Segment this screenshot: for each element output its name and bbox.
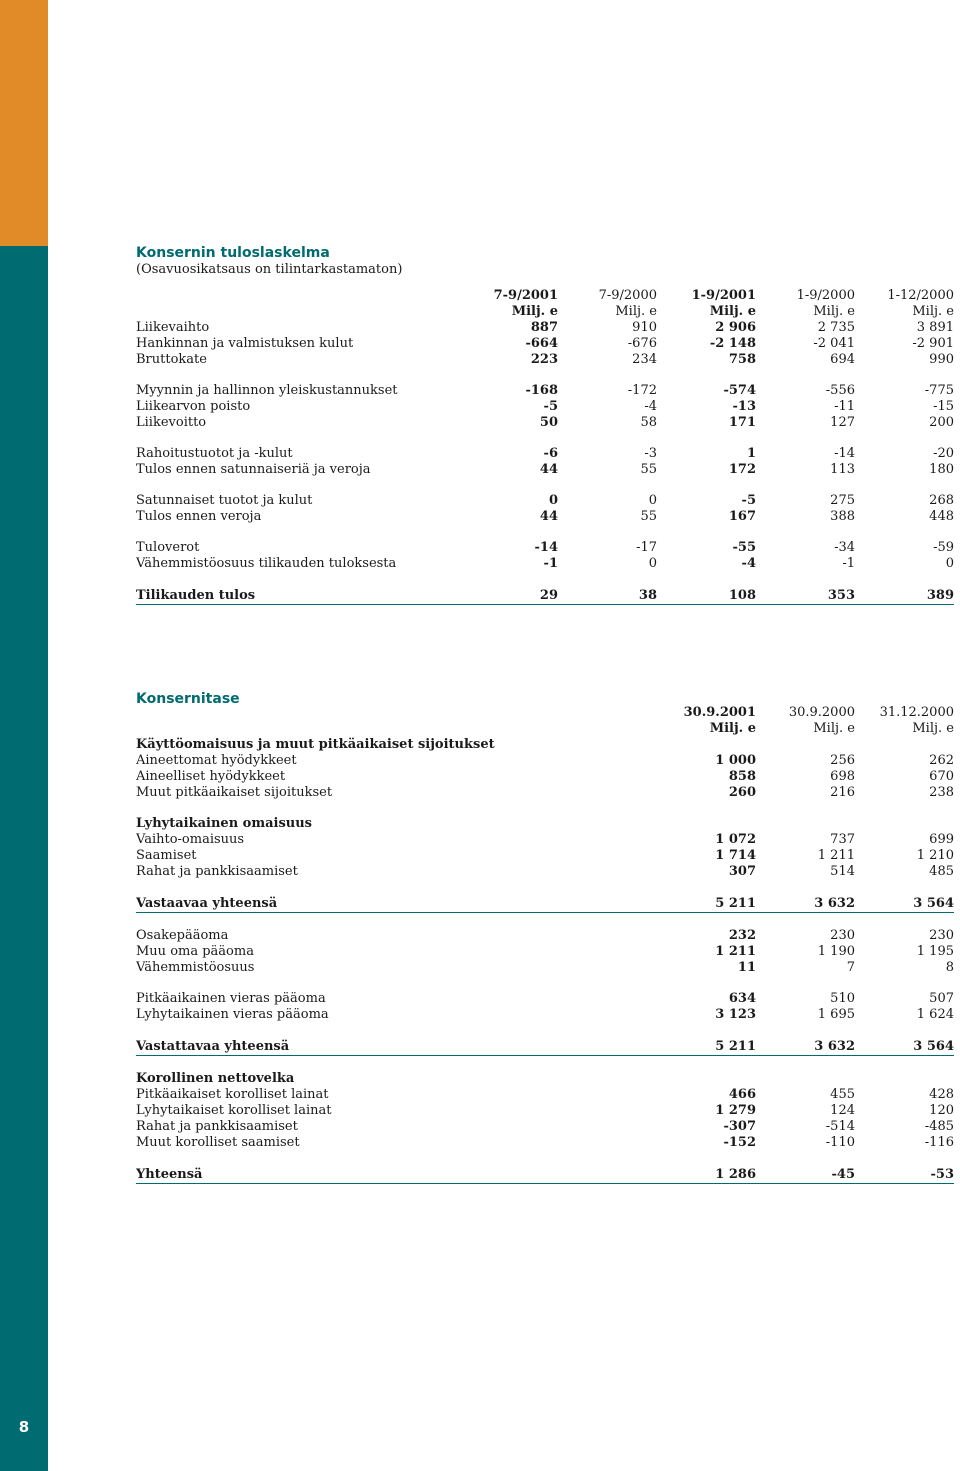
balance-row-value: 7	[846, 960, 855, 975]
income-row-label: Satunnaiset tuotot ja kulut	[136, 493, 313, 508]
balance-row-label: Vastattavaa yhteensä	[136, 1038, 656, 1056]
balance-row-value: 3 123	[715, 1007, 756, 1022]
income-row-value: -1	[543, 556, 558, 571]
income-row-value: -55	[732, 540, 756, 555]
balance-row-value	[756, 737, 855, 753]
balance-row-value: 466	[728, 1087, 756, 1102]
balance-row	[136, 944, 954, 960]
balance-row	[136, 960, 954, 976]
balance-header-periods	[136, 705, 954, 721]
balance-row-value: 216	[830, 785, 855, 800]
income-row	[136, 446, 954, 462]
balance-unit: Milj. e	[709, 721, 756, 736]
balance-row-value: 485	[929, 864, 954, 879]
income-unit: Milj. e	[813, 304, 855, 319]
income-row-value: -14	[834, 446, 855, 461]
income-row-value: 38	[558, 587, 657, 605]
income-row-value: -20	[933, 446, 954, 461]
balance-row-value: 1 190	[817, 944, 855, 959]
income-row	[136, 399, 954, 415]
balance-row-value: 428	[929, 1087, 954, 1102]
income-row-label: Tulos ennen veroja	[136, 509, 262, 524]
balance-row-value: 510	[830, 991, 855, 1006]
balance-row-value: 307	[728, 864, 756, 879]
income-row-label: Liikevaihto	[136, 320, 210, 335]
income-row-value: 180	[929, 462, 954, 477]
balance-period: 30.9.2001	[683, 705, 756, 720]
income-row-value: -13	[732, 399, 756, 414]
balance-row-value: 262	[929, 753, 954, 768]
income-row-value: 694	[830, 352, 855, 367]
balance-row-value: -110	[825, 1135, 855, 1150]
balance-row-value: 698	[830, 769, 855, 784]
income-row-value: -15	[933, 399, 954, 414]
income-row	[136, 320, 954, 336]
balance-row-label: Pitkäaikaiset korolliset lainat	[136, 1087, 329, 1102]
balance-row-value: -307	[723, 1119, 756, 1134]
income-row-value: -6	[543, 446, 558, 461]
balance-row-value: 256	[830, 753, 855, 768]
row-spacer	[136, 913, 954, 929]
balance-row-label: Lyhytaikainen vieras pääoma	[136, 1007, 329, 1022]
balance-row-label: Lyhytaikainen omaisuus	[136, 816, 313, 831]
income-row	[136, 509, 954, 525]
balance-sheet-title: Konsernitase	[136, 691, 240, 707]
balance-row-value: 507	[929, 991, 954, 1006]
balance-row	[136, 848, 954, 864]
income-unit: Milj. e	[912, 304, 954, 319]
income-row-value: 172	[728, 462, 756, 477]
balance-row-value: 1 714	[715, 848, 756, 863]
balance-row-label: Saamiset	[136, 848, 197, 863]
income-row-value: -2 901	[912, 336, 954, 351]
balance-row-value: 1 195	[916, 944, 954, 959]
income-row-value: 887	[530, 320, 558, 335]
balance-sheet-table	[136, 705, 954, 1184]
row-spacer	[136, 478, 954, 493]
income-row-value: 0	[548, 493, 558, 508]
income-period: 7-9/2000	[598, 288, 657, 303]
income-row-value: 1	[746, 446, 756, 461]
income-unit: Milj. e	[511, 304, 558, 319]
row-spacer	[136, 976, 954, 991]
row-spacer	[136, 431, 954, 446]
balance-row-value: 455	[830, 1087, 855, 1102]
balance-row-value: 230	[929, 928, 954, 943]
balance-row-value: 232	[728, 928, 756, 943]
income-row-value: 171	[728, 415, 756, 430]
row-spacer	[136, 572, 954, 587]
balance-row-value: 699	[929, 832, 954, 847]
balance-row-value: 737	[830, 832, 855, 847]
balance-period: 30.9.2000	[788, 705, 855, 720]
income-row-value: 388	[830, 509, 855, 524]
row-spacer	[136, 880, 954, 895]
income-row-value: 0	[648, 556, 657, 571]
balance-row-value: 124	[830, 1103, 855, 1118]
income-row-value: -664	[525, 336, 558, 351]
balance-row	[136, 769, 954, 785]
balance-row-value: -514	[825, 1119, 855, 1134]
income-row	[136, 587, 954, 605]
income-row-value: -34	[834, 540, 855, 555]
balance-row-value: 11	[737, 960, 756, 975]
balance-row-label: Muu oma pääoma	[136, 944, 254, 959]
balance-row-value: 3 632	[756, 1038, 855, 1056]
balance-row-value	[756, 1071, 855, 1087]
income-row-value: -5	[741, 493, 756, 508]
balance-unit: Milj. e	[813, 721, 855, 736]
balance-row-value	[756, 816, 855, 832]
income-row-value: 108	[657, 587, 756, 605]
income-period: 1-9/2000	[796, 288, 855, 303]
page-sidebar	[0, 0, 48, 1471]
income-row-label: Tulos ennen satunnaiseriä ja veroja	[136, 462, 371, 477]
income-row-value: 44	[539, 462, 558, 477]
balance-row-value	[656, 737, 756, 753]
balance-row-value: -152	[723, 1135, 756, 1150]
income-row-value: 44	[539, 509, 558, 524]
income-row-value: 0	[648, 493, 657, 508]
balance-row-value: 1 279	[715, 1103, 756, 1118]
income-row	[136, 462, 954, 478]
income-header-units	[136, 304, 954, 320]
income-row-value: -2 148	[709, 336, 756, 351]
balance-row-value: 1 210	[916, 848, 954, 863]
income-period: 1-9/2001	[691, 288, 756, 303]
income-row-value: 2 735	[817, 320, 855, 335]
income-row-label: Liikevoitto	[136, 415, 207, 430]
income-row-value: -168	[525, 383, 558, 398]
balance-row-value: 5 211	[656, 1038, 756, 1056]
income-row	[136, 415, 954, 431]
balance-row-value	[656, 1071, 756, 1087]
row-spacer	[136, 368, 954, 383]
balance-row-value: 8	[945, 960, 954, 975]
balance-row	[136, 1087, 954, 1103]
row-spacer	[136, 1151, 954, 1166]
balance-row-value: 3 564	[855, 1038, 954, 1056]
balance-row	[136, 928, 954, 944]
balance-row-value: 1 000	[715, 753, 756, 768]
income-row-value: 50	[539, 415, 558, 430]
row-spacer	[136, 525, 954, 540]
balance-row-value: 1 624	[916, 1007, 954, 1022]
income-row-label: Liikearvon poisto	[136, 399, 251, 414]
page-number: 8	[18, 1418, 30, 1436]
income-period: 7-9/2001	[493, 288, 558, 303]
balance-row	[136, 991, 954, 1007]
income-row-value: -676	[627, 336, 657, 351]
income-statement-subtitle: (Osavuosikatsaus on tilintarkastamaton)	[136, 262, 403, 277]
balance-row	[136, 1071, 954, 1087]
balance-row-value	[855, 816, 954, 832]
balance-row	[136, 1166, 954, 1184]
income-statement-title: Konsernin tuloslaskelma	[136, 245, 330, 261]
income-row-value: 2 906	[715, 320, 756, 335]
balance-row-value: 1 211	[715, 944, 756, 959]
row-spacer	[136, 1023, 954, 1038]
income-row-value: 758	[728, 352, 756, 367]
income-row-value: 113	[830, 462, 855, 477]
income-row-value: -556	[825, 383, 855, 398]
income-row-label: Tilikauden tulos	[136, 587, 458, 605]
balance-row-value: 1 695	[817, 1007, 855, 1022]
income-row-value: 910	[632, 320, 657, 335]
balance-row	[136, 816, 954, 832]
income-row	[136, 556, 954, 572]
income-row-value: 200	[929, 415, 954, 430]
income-row-value: 990	[929, 352, 954, 367]
income-row-value: -3	[644, 446, 657, 461]
income-row-label: Tuloverot	[136, 540, 200, 555]
balance-row-label: Yhteensä	[136, 1166, 656, 1184]
income-row-value: 234	[632, 352, 657, 367]
balance-row-label: Vähemmistöosuus	[136, 960, 255, 975]
income-statement-table	[136, 288, 954, 605]
balance-row-label: Pitkäaikainen vieras pääoma	[136, 991, 326, 1006]
income-row-value: 389	[855, 587, 954, 605]
income-row-value: -574	[723, 383, 756, 398]
balance-row-label: Aineettomat hyödykkeet	[136, 753, 297, 768]
balance-row-value: 120	[929, 1103, 954, 1118]
balance-row-value: -53	[855, 1166, 954, 1184]
income-row-value: -14	[534, 540, 558, 555]
income-row-value: 0	[945, 556, 954, 571]
income-row-value: -5	[543, 399, 558, 414]
balance-row-value: 514	[830, 864, 855, 879]
balance-row-value: 858	[728, 769, 756, 784]
income-row-value: -11	[834, 399, 855, 414]
balance-row-label: Muut pitkäaikaiset sijoitukset	[136, 785, 333, 800]
income-row-value: 275	[830, 493, 855, 508]
income-row-value: 55	[640, 509, 657, 524]
balance-row	[136, 895, 954, 913]
income-row-label: Myynnin ja hallinnon yleiskustannukset	[136, 383, 398, 398]
income-row	[136, 336, 954, 352]
income-row	[136, 540, 954, 556]
income-row-value: -4	[741, 556, 756, 571]
balance-row-value: -116	[924, 1135, 954, 1150]
balance-header-units	[136, 721, 954, 737]
balance-row-label: Aineelliset hyödykkeet	[136, 769, 286, 784]
income-row-label: Bruttokate	[136, 352, 207, 367]
income-row-value: 29	[458, 587, 558, 605]
income-row-value: -17	[636, 540, 657, 555]
balance-row-label: Rahat ja pankkisaamiset	[136, 864, 298, 879]
balance-row-label: Käyttöomaisuus ja muut pitkäaikaiset sijoitukset	[136, 737, 495, 752]
income-row-value: 3 891	[916, 320, 954, 335]
income-row-value: 58	[640, 415, 657, 430]
income-unit: Milj. e	[709, 304, 756, 319]
balance-period: 31.12.2000	[879, 705, 954, 720]
balance-row-value: 670	[929, 769, 954, 784]
balance-row-value	[656, 816, 756, 832]
income-row-value: -59	[933, 540, 954, 555]
income-row-value: -4	[644, 399, 657, 414]
income-row-value: -775	[924, 383, 954, 398]
income-period: 1-12/2000	[887, 288, 954, 303]
balance-row-value: 634	[728, 991, 756, 1006]
sidebar-accent-block	[0, 0, 48, 246]
balance-row-value: 3 564	[855, 895, 954, 913]
balance-row	[136, 864, 954, 880]
balance-row	[136, 737, 954, 753]
balance-row	[136, 1135, 954, 1151]
income-unit: Milj. e	[615, 304, 657, 319]
income-row-value: 167	[728, 509, 756, 524]
row-spacer	[136, 801, 954, 816]
balance-row	[136, 1038, 954, 1056]
balance-row-label: Vaihto-omaisuus	[136, 832, 245, 847]
balance-row	[136, 785, 954, 801]
balance-row-value: 260	[728, 785, 756, 800]
income-row-label: Hankinnan ja valmistuksen kulut	[136, 336, 354, 351]
income-row-label: Vähemmistöosuus tilikauden tuloksesta	[136, 556, 397, 571]
income-row-value: 353	[756, 587, 855, 605]
balance-row-label: Lyhytaikaiset korolliset lainat	[136, 1103, 332, 1118]
balance-row-label: Osakepääoma	[136, 928, 229, 943]
income-row-value: 55	[640, 462, 657, 477]
balance-row-label: Korollinen nettovelka	[136, 1071, 295, 1086]
balance-row-value: 1 286	[656, 1166, 756, 1184]
balance-row-value: -485	[924, 1119, 954, 1134]
row-spacer	[136, 1056, 954, 1072]
balance-row	[136, 832, 954, 848]
balance-row-value: 238	[929, 785, 954, 800]
income-row-value: -2 041	[813, 336, 855, 351]
income-row-value: -1	[842, 556, 855, 571]
balance-row-value: 1 211	[817, 848, 855, 863]
balance-row	[136, 753, 954, 769]
balance-row-value: -45	[756, 1166, 855, 1184]
income-row-value: -172	[627, 383, 657, 398]
income-row	[136, 352, 954, 368]
balance-row-value: 230	[830, 928, 855, 943]
balance-row-label: Muut korolliset saamiset	[136, 1135, 300, 1150]
balance-row	[136, 1103, 954, 1119]
balance-row-value	[855, 1071, 954, 1087]
balance-row-label: Rahat ja pankkisaamiset	[136, 1119, 298, 1134]
balance-row-label: Vastaavaa yhteensä	[136, 895, 656, 913]
balance-row-value: 1 072	[715, 832, 756, 847]
balance-row-value: 3 632	[756, 895, 855, 913]
balance-row-value: 5 211	[656, 895, 756, 913]
income-row-value: 127	[830, 415, 855, 430]
income-row-value: 223	[530, 352, 558, 367]
income-row-label: Rahoitustuotot ja -kulut	[136, 446, 293, 461]
balance-row-value	[855, 737, 954, 753]
balance-row	[136, 1119, 954, 1135]
balance-row	[136, 1007, 954, 1023]
income-header-periods	[136, 288, 954, 304]
income-row-value: 448	[929, 509, 954, 524]
income-row	[136, 493, 954, 509]
income-row-value: 268	[929, 493, 954, 508]
income-row	[136, 383, 954, 399]
balance-unit: Milj. e	[912, 721, 954, 736]
